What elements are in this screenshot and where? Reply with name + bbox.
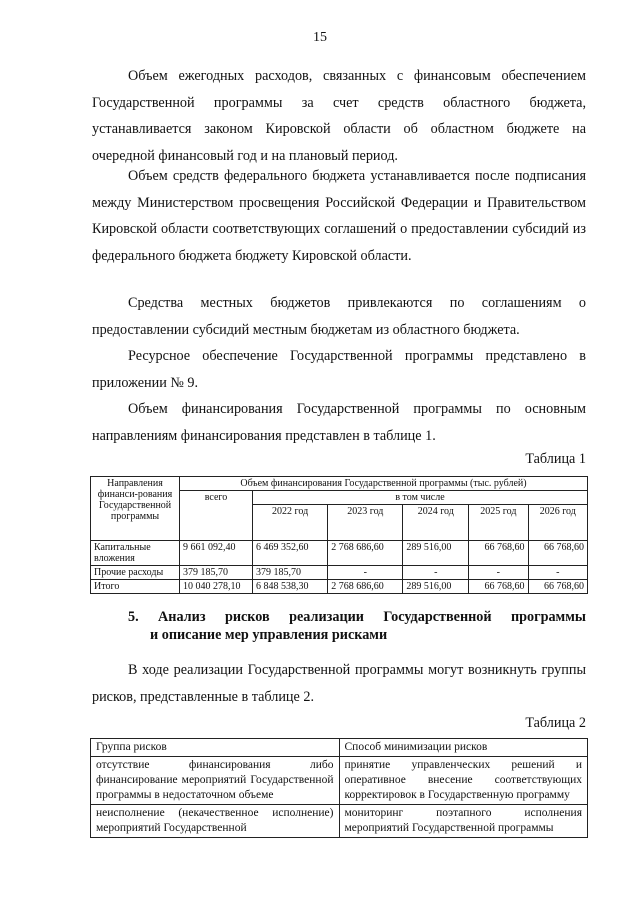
- header-year: 2023 год: [328, 505, 403, 541]
- section-title-word: программы: [510, 609, 586, 625]
- row-value: 66 768,60: [469, 541, 528, 566]
- section-heading: [128, 608, 586, 644]
- section-title-word: рисков: [224, 609, 270, 625]
- mitigation-cell: принятие управленческих решений и оперативное внесение соответствующих корректировок в Государственную программу: [339, 757, 588, 805]
- header-directions: Направления финанси-рования Государственной программы: [91, 477, 180, 541]
- row-total: 379 185,70: [180, 566, 253, 580]
- row-value: 289 516,00: [403, 580, 469, 594]
- header-mitigation: Способ минимизации рисков: [339, 739, 588, 757]
- row-value: -: [328, 566, 403, 580]
- row-value: 289 516,00: [403, 541, 469, 566]
- paragraph-local-budgets: Средства местных бюджетов привлекаются по соглашениям о предоставлении субсидий местным бюджетам из областного бюджета.: [92, 295, 586, 338]
- risk-cell: неисполнение (некачественное исполнение) мероприятий Государственной: [91, 805, 340, 838]
- header-total: всего: [180, 491, 253, 541]
- table-row: [91, 805, 588, 838]
- header-volume: Объем финансирования Государственной программы (тыс. рублей): [180, 477, 588, 491]
- paragraph-expenses: Объем ежегодных расходов, связанных с финансовым обеспечением Государственной программы за счет средств областного бюджета, устанавливается законом Кировской области об областном бюджете на очередной финансовый год и на плановый период.: [92, 68, 586, 164]
- paragraph-resource-support: Ресурсное обеспечение Государственной программы представлено в приложении № 9.: [92, 348, 586, 391]
- risks-table: [90, 738, 588, 838]
- table-row: [91, 580, 588, 594]
- table-row: [91, 566, 588, 580]
- row-value: -: [403, 566, 469, 580]
- row-label: Прочие расходы: [91, 566, 180, 580]
- header-risk-group: Группа рисков: [91, 739, 340, 757]
- section-title-word: Анализ: [158, 609, 206, 625]
- section-title-word: Государственной: [383, 609, 492, 625]
- row-value: 66 768,60: [469, 580, 528, 594]
- row-value: 379 185,70: [253, 566, 328, 580]
- row-value: 66 768,60: [528, 580, 587, 594]
- row-value: 2 768 686,60: [328, 541, 403, 566]
- row-value: -: [469, 566, 528, 580]
- header-including: в том числе: [253, 491, 588, 505]
- section-title-word: реализации: [289, 609, 364, 625]
- header-year: 2025 год: [469, 505, 528, 541]
- section-title-line2: и описание мер управления рисками: [150, 627, 388, 643]
- row-value: 6 848 538,30: [253, 580, 328, 594]
- row-value: 2 768 686,60: [328, 580, 403, 594]
- table2-caption: Таблица 2: [525, 715, 586, 731]
- table-row: [91, 757, 588, 805]
- page-number: 15: [313, 30, 327, 45]
- header-year: 2026 год: [528, 505, 587, 541]
- row-label: Итого: [91, 580, 180, 594]
- row-value: 6 469 352,60: [253, 541, 328, 566]
- row-value: -: [528, 566, 587, 580]
- row-label: Капитальные вложения: [91, 541, 180, 566]
- row-value: 66 768,60: [528, 541, 587, 566]
- section-number: 5.: [128, 609, 139, 625]
- paragraph-financing-volume: Объем финансирования Государственной программы по основным направлениям финансирования представлен в таблице 1.: [92, 401, 586, 444]
- risk-cell: отсутствие финансирования либо финансирование мероприятий Государственной программы в недостаточном объеме: [91, 757, 340, 805]
- header-year: 2022 год: [253, 505, 328, 541]
- paragraph-federal-budget: Объем средств федерального бюджета устанавливается после подписания между Министерством просвещения Российской Федерации и Правительством Кировской области соответствующих соглашений о предоставлении субсидий из федерального бюджета бюджету Кировской области.: [92, 168, 586, 264]
- table1-caption: Таблица 1: [525, 451, 586, 467]
- row-total: 10 040 278,10: [180, 580, 253, 594]
- financing-table: [90, 476, 588, 594]
- header-year: 2024 год: [403, 505, 469, 541]
- paragraph-risk-groups: В ходе реализации Государственной программы могут возникнуть группы рисков, представленные в таблице 2.: [92, 662, 586, 705]
- row-total: 9 661 092,40: [180, 541, 253, 566]
- table-row: [91, 541, 588, 566]
- mitigation-cell: мониторинг поэтапного исполнения мероприятий Государственной программы: [339, 805, 588, 838]
